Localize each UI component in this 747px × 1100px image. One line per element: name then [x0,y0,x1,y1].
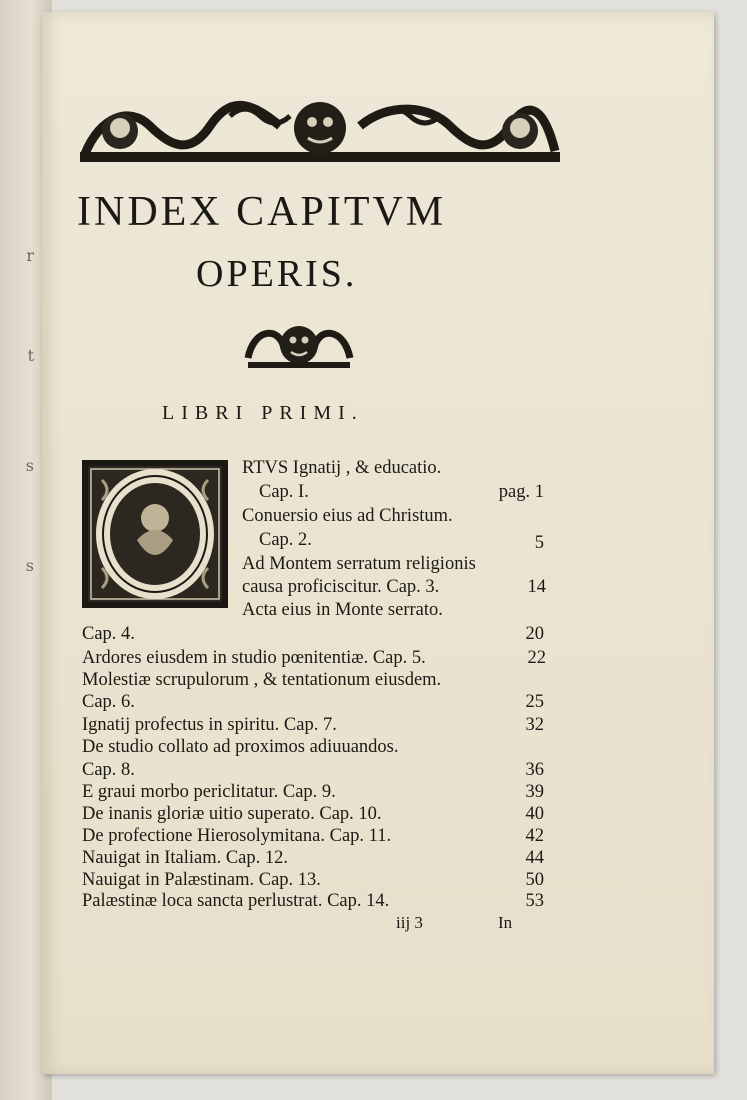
toc-entry: Ignatij profectus in spiritu. Cap. 7. [82,715,337,735]
toc-page-number: 22 [527,648,546,668]
toc-page-number: pag. 1 [498,482,544,502]
toc-entry: E graui morbo periclitatur. Cap. 9. [82,782,336,802]
toc-page-number: 14 [527,577,546,597]
toc-entry: Acta eius in Monte serrato. [242,600,443,620]
toc-entry: Conuersio eius ad Christum. [242,506,453,526]
toc-page-number: 25 [525,692,544,712]
toc-entry: Nauigat in Italiam. Cap. 12. [82,848,289,868]
toc-entry: Molestiæ scrupulorum , & tentationum eiusdem. [82,670,442,690]
facing-page-bleed-mark: s [25,456,34,475]
index-title: INDEX CAPITVM [77,189,447,235]
toc-entry: Cap. 2. [259,530,312,550]
toc-page-number: 42 [525,826,544,846]
toc-entry: De studio collato ad proximos adiuuandos. [82,737,399,757]
toc-page-number: 44 [525,848,544,868]
toc-page-number: 36 [525,760,544,780]
toc-page-number: 5 [534,533,544,553]
toc-page-number: 20 [525,624,544,644]
toc-page-number: 40 [525,804,544,824]
toc-entry: Cap. 4. [82,624,135,644]
facing-page-bleed-mark: s [25,556,34,575]
toc-page-number: 39 [525,782,544,802]
signature-mark: iij 3 [396,913,423,932]
toc-page-number: 53 [525,891,544,911]
toc-entry: Palæstinæ loca sancta perlustrat. Cap. 14. [82,891,390,911]
facing-page-bleed-mark: t [27,346,34,365]
toc-entry: Ad Montem serratum religionis [242,554,476,574]
index-subtitle: OPERIS. [196,253,358,295]
toc-entry: De inanis gloriæ uitio superato. Cap. 10. [82,804,382,824]
toc-entry: Nauigat in Palæstinam. Cap. 13. [82,870,321,890]
toc-page-number: 50 [525,870,544,890]
toc-entry: Ardores eiusdem in studio pœnitentiæ. Cap. 5. [82,648,426,668]
facing-page-bleed-mark: r [26,246,34,265]
toc-entry: RTVS Ignatij , & educatio. [242,458,442,478]
toc-entry: Cap. 6. [82,692,135,712]
toc-page-number: 32 [525,715,544,735]
toc-entry: Cap. 8. [82,760,135,780]
toc-entry: De profectione Hierosolymitana. Cap. 11. [82,826,392,846]
section-heading: LIBRI PRIMI. [162,402,364,424]
toc-entry: Cap. I. [259,482,309,502]
toc-entry: causa proficiscitur. Cap. 3. [242,577,440,597]
catchword: In [498,913,513,932]
